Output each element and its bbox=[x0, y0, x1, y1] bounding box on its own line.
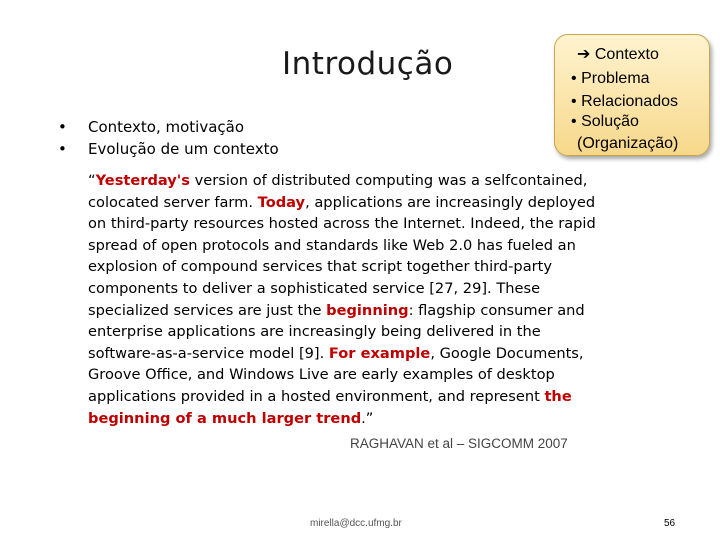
bullet-icon: • bbox=[58, 118, 67, 136]
slide-title: Introdução bbox=[282, 46, 454, 82]
quote-highlight: the bbox=[544, 387, 572, 405]
quote-highlight: beginning of a much larger trend bbox=[88, 409, 362, 427]
quote-line bbox=[88, 300, 648, 322]
quote-text: , applications are increasingly deployed bbox=[305, 193, 596, 211]
bullet-icon: • bbox=[571, 70, 577, 87]
bullet-icon: • bbox=[571, 93, 577, 110]
quote-line bbox=[88, 235, 648, 257]
nav-item-label: Problema bbox=[581, 70, 650, 87]
quote-text: “ bbox=[88, 172, 96, 189]
quote-text: components to deliver a sophisticated service [27, 29]. These bbox=[88, 279, 541, 297]
quote-text: , Google Documents, bbox=[430, 344, 584, 362]
quote-text: Groove Office, and Windows Live are early examples of desktop bbox=[88, 366, 555, 384]
bullet-icon: • bbox=[571, 113, 577, 130]
quote-text: on third-party resources hosted across the Internet. Indeed, the rapid bbox=[88, 215, 596, 233]
quote-line bbox=[88, 170, 648, 192]
quote-line bbox=[88, 213, 648, 235]
quote-line bbox=[88, 321, 648, 343]
quote-line bbox=[88, 278, 648, 300]
quote-line bbox=[88, 408, 648, 430]
quote-highlight: beginning bbox=[326, 301, 409, 319]
quote-highlight: For example bbox=[328, 344, 431, 362]
quote-text: colocated server farm. bbox=[88, 193, 258, 211]
bullet-list bbox=[58, 116, 658, 160]
quote-text: .” bbox=[361, 409, 374, 427]
footer-email: mirella@dcc.ufmg.br bbox=[310, 518, 402, 529]
bullet-icon: • bbox=[58, 140, 67, 158]
quote-line bbox=[88, 364, 648, 386]
nav-item-label: (Organização) bbox=[577, 135, 679, 152]
quote-line bbox=[88, 256, 648, 278]
quote-highlight: Yesterday's bbox=[95, 172, 190, 189]
bullet-text: Evolução de um contexto bbox=[88, 140, 279, 158]
quote-text: software-as-a-service model [9]. bbox=[88, 344, 329, 362]
quote-highlight: Today bbox=[257, 193, 306, 211]
quote-text: specialized services are just the bbox=[88, 301, 327, 319]
nav-item-contexto bbox=[577, 45, 659, 65]
quote-line bbox=[88, 343, 648, 365]
bullet-text: Contexto, motivação bbox=[88, 118, 244, 136]
quote-citation: RAGHAVAN et al – SIGCOMM 2007 bbox=[350, 436, 568, 451]
nav-item-label: Solução bbox=[581, 113, 639, 130]
quote-text: explosion of compound services that script together third-party bbox=[88, 258, 552, 276]
nav-item-label: Contexto bbox=[594, 46, 659, 63]
quote-block bbox=[88, 170, 648, 429]
quote-text: : flagship consumer and bbox=[408, 301, 585, 319]
quote-line bbox=[88, 386, 648, 408]
page-number: 56 bbox=[664, 518, 676, 529]
bullet-item bbox=[58, 116, 658, 138]
quote-text: spread of open protocols and standards like Web 2.0 has fueled an bbox=[88, 236, 576, 254]
nav-item-problema bbox=[571, 69, 650, 89]
nav-item-label: Relacionados bbox=[581, 93, 679, 110]
nav-item-relacionados bbox=[571, 92, 678, 112]
quote-text: applications provided in a hosted environment, and represent bbox=[88, 387, 545, 405]
arrow-right-icon: ➔ bbox=[577, 46, 591, 63]
quote-text: version of distributed computing was a selfcontained, bbox=[189, 172, 588, 189]
bullet-item bbox=[58, 138, 658, 160]
quote-text: enterprise applications are increasingly being delivered in the bbox=[88, 323, 541, 341]
quote-line bbox=[88, 192, 648, 214]
